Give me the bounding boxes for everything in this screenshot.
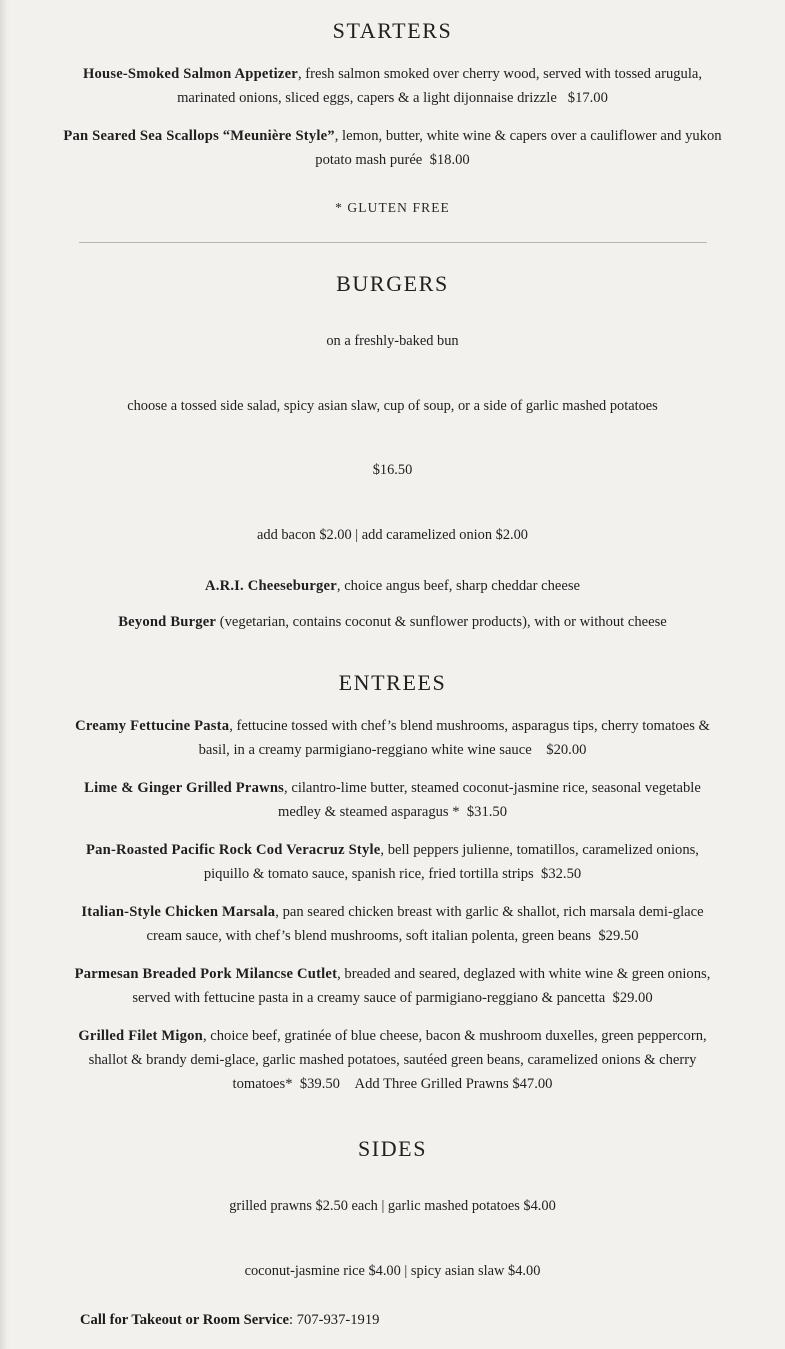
menu-item-price: $29.50 bbox=[598, 927, 639, 944]
menu-item-extra: Add Three Grilled Prawns $47.00 bbox=[354, 1075, 553, 1092]
menu-item bbox=[57, 900, 729, 948]
gluten-free-note: * GLUTEN FREE bbox=[335, 199, 450, 215]
burgers-price: $16.50 bbox=[372, 462, 413, 479]
menu-item-description: , bell peppers julienne, tomatillos, caramelized onions, piquillo & tomato sauce, spanish rice, fried tortilla strips bbox=[203, 841, 699, 882]
burgers-addons: add bacon $2.00 | add caramelized onion $2.00 bbox=[256, 527, 529, 544]
menu-item bbox=[57, 610, 729, 634]
section-entrees bbox=[40, 634, 745, 1096]
menu-item-name: House-Smoked Salmon Appetizer bbox=[82, 66, 298, 82]
menu-item bbox=[57, 1024, 729, 1096]
menu-item-name: Pan-Roasted Pacific Rock Cod Veracruz Style bbox=[86, 841, 381, 858]
menu-item-description: , breaded and seared, deglazed with white wine & green onions, served with fettucine pasta in a creamy sauce of parmigiano-reggiano & pancetta bbox=[132, 965, 711, 1006]
menu-item-price: $20.00 bbox=[546, 741, 587, 758]
menu-item-name: Parmesan Breaded Pork Milancse Cutlet bbox=[74, 965, 338, 982]
menu-item-name: Beyond Burger bbox=[118, 613, 217, 630]
menu-item bbox=[57, 962, 729, 1010]
menu-item-description: , pan seared chicken breast with garlic & shallot, rich marsala demi-glace cream sauce, with chef’s blend mushrooms, soft italian polenta, green beans bbox=[146, 903, 704, 944]
page-edge-shadow bbox=[0, 0, 8, 1349]
menu-item-price: $31.50 bbox=[466, 803, 507, 820]
menu-item bbox=[57, 574, 729, 598]
menu-item-price: $29.00 bbox=[612, 989, 653, 1006]
section-burgers bbox=[40, 243, 745, 634]
menu-item bbox=[57, 124, 729, 172]
menu-item bbox=[57, 62, 729, 110]
menu-item-price: $18.00 bbox=[429, 152, 470, 168]
sides-line-1: grilled prawns $2.50 each | garlic mashed potatoes $4.00 bbox=[229, 1198, 556, 1215]
menu-item-name: Creamy Fettucine Pasta bbox=[75, 717, 230, 734]
section-title-starters: STARTERS bbox=[332, 18, 453, 43]
menu-item-description: , fresh salmon smoked over cherry wood, served with tossed arugula, marinated onions, sliced eggs, capers & a light dijonnaise drizzle bbox=[177, 66, 703, 106]
burgers-bun-note: on a freshly-baked bun bbox=[326, 332, 459, 349]
section-title-sides: SIDES bbox=[357, 1135, 428, 1161]
section-starters bbox=[40, 0, 745, 216]
menu-item-name: Lime & Ginger Grilled Prawns bbox=[84, 779, 285, 796]
footer-contact bbox=[40, 1309, 745, 1331]
sides-line-2: coconut-jasmine rice $4.00 | spicy asian slaw $4.00 bbox=[244, 1262, 541, 1279]
footer-phone: : 707-937-1919 bbox=[289, 1311, 380, 1328]
menu-item-description: , cilantro-lime butter, steamed coconut-jasmine rice, seasonal vegetable medley & steamed asparagus * bbox=[278, 779, 701, 820]
menu-item-description: , choice beef, gratinée of blue cheese, bacon & mushroom duxelles, green peppercorn, shallot & brandy demi-glace, garlic mashed potatoes, sautéed green beans, caramelized onions & cherry tomatoes* bbox=[88, 1027, 707, 1092]
menu-item-price: $17.00 bbox=[567, 90, 608, 106]
menu-item-name: Italian-Style Chicken Marsala bbox=[81, 903, 276, 920]
menu-item bbox=[57, 838, 729, 886]
menu-item-name: A.R.I. Cheeseburger bbox=[205, 577, 337, 594]
section-title-burgers: BURGERS bbox=[336, 270, 449, 296]
menu-item-price: $32.50 bbox=[541, 865, 582, 882]
footer-label: Call for Takeout or Room Service bbox=[80, 1311, 290, 1328]
menu-item-description: , lemon, butter, white wine & capers over a cauliflower and yukon potato mash purée bbox=[315, 128, 722, 168]
section-sides bbox=[40, 1096, 745, 1283]
menu-item-description: , fettucine tossed with chef’s blend mushrooms, asparagus tips, cherry tomatoes & basil, in a creamy parmigiano-reggiano white wine sauce bbox=[198, 717, 710, 758]
section-title-entrees: ENTREES bbox=[338, 669, 447, 695]
burgers-sides-note: choose a tossed side salad, spicy asian slaw, cup of soup, or a side of garlic mashed potatoes bbox=[127, 397, 658, 414]
menu-item-description: (vegetarian, contains coconut & sunflower products), with or without cheese bbox=[216, 613, 667, 630]
menu-item-name: Grilled Filet Migon bbox=[78, 1027, 203, 1044]
menu-item-description: , choice angus beef, sharp cheddar cheese bbox=[336, 577, 580, 594]
menu-item bbox=[57, 714, 729, 762]
menu-item-name: Pan Seared Sea Scallops “Meunière Style” bbox=[63, 128, 335, 144]
menu-item bbox=[57, 776, 729, 824]
menu-item-price: $39.50 bbox=[299, 1075, 340, 1092]
